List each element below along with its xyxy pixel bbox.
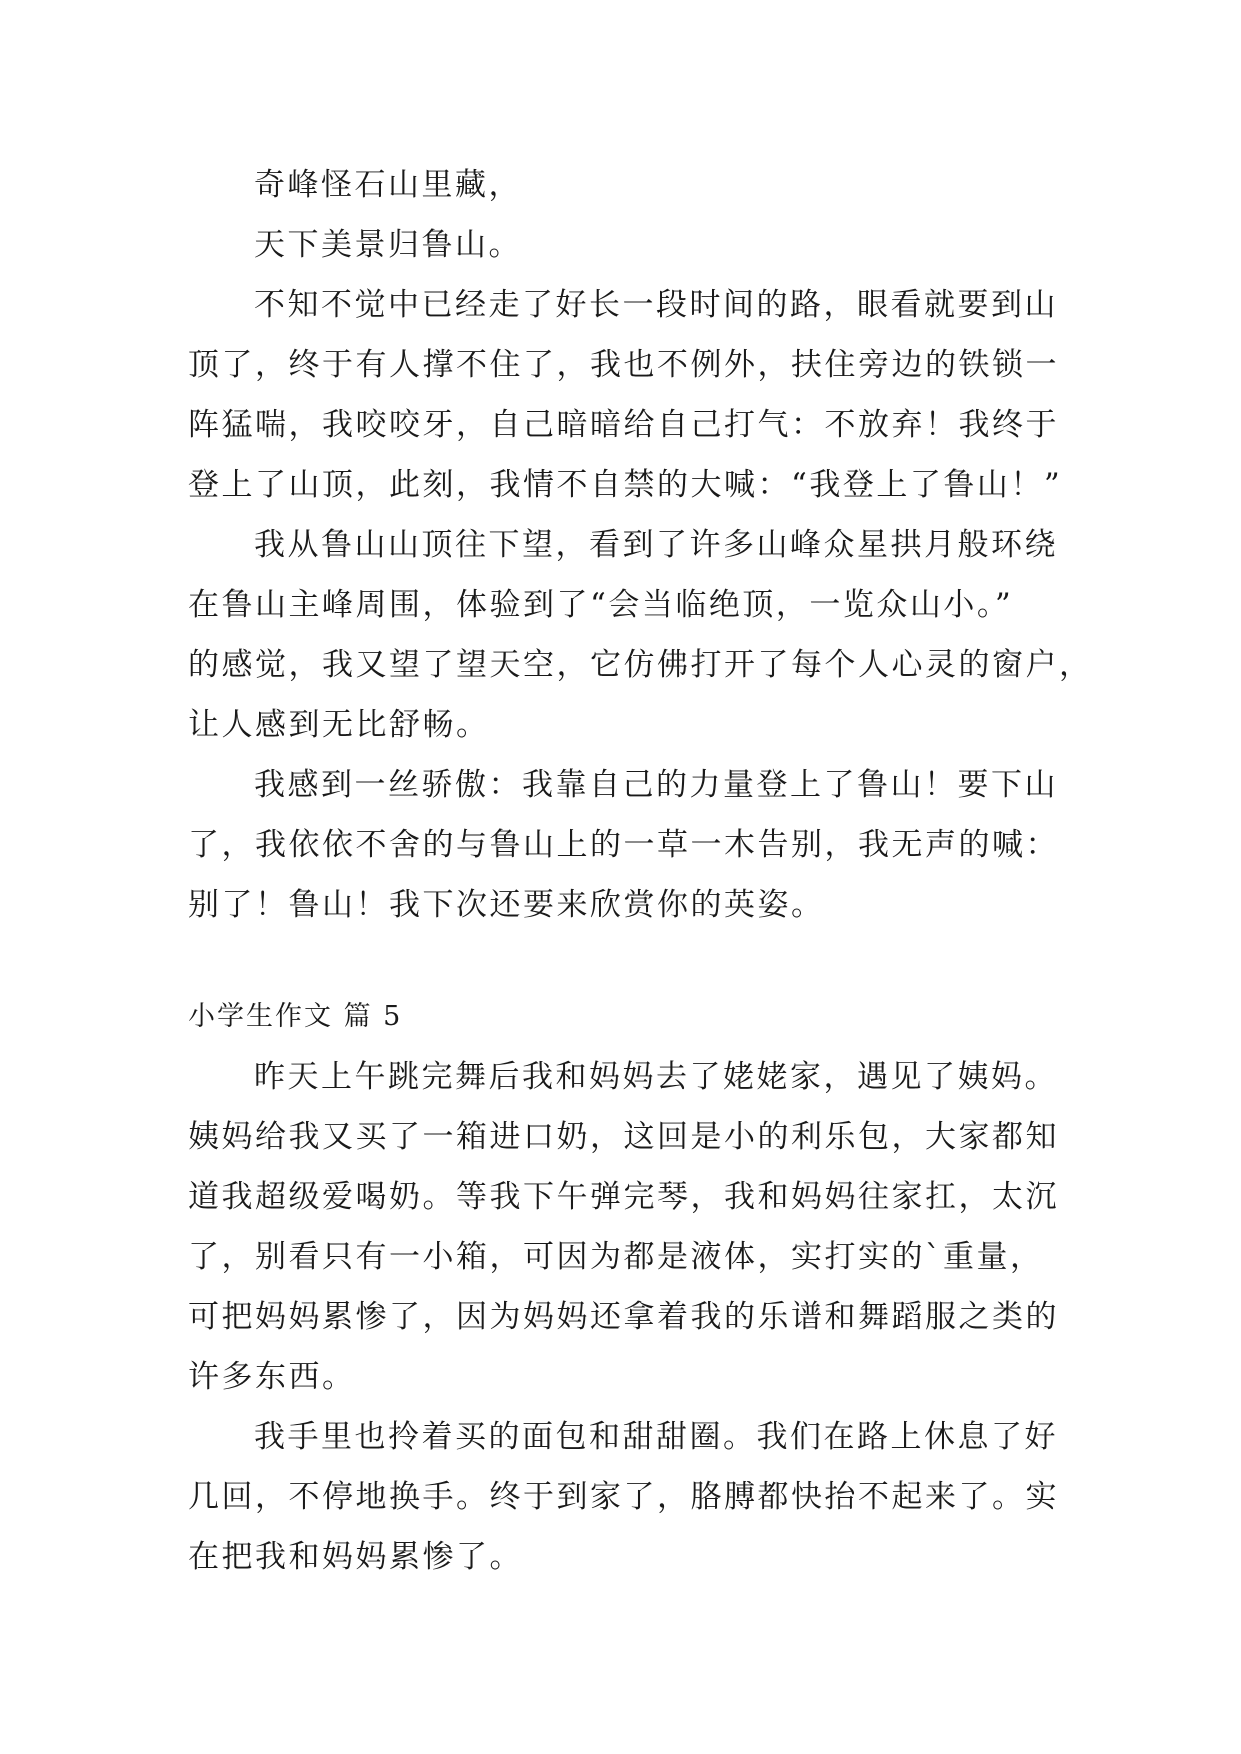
paragraph-line: 了，别看只有一小箱，可因为都是液体，实打实的`重量， <box>188 1239 1044 1275</box>
paragraph-line: 在鲁山主峰周围，体验到了“会当临绝顶，一览众山小。” <box>188 587 1014 623</box>
paragraph-line: 几回，不停地换手。终于到家了，胳膊都快抬不起来了。实 <box>188 1479 1059 1515</box>
poem-line: 奇峰怪石山里藏， <box>254 167 522 203</box>
paragraph-line: 我手里也拎着买的面包和甜甜圈。我们在路上休息了好 <box>254 1419 1058 1455</box>
paragraph-line: 我感到一丝骄傲：我靠自己的力量登上了鲁山！要下山 <box>254 767 1058 803</box>
paragraph-line: 不知不觉中已经走了好长一段时间的路，眼看就要到山 <box>254 287 1058 323</box>
paragraph-line: 在把我和妈妈累惨了。 <box>188 1539 523 1575</box>
paragraph-line: 顶了，终于有人撑不住了，我也不例外，扶住旁边的铁锁一 <box>188 347 1059 383</box>
poem-line: 天下美景归鲁山。 <box>254 227 522 263</box>
paragraph-line: 别了！鲁山！我下次还要来欣赏你的英姿。 <box>188 887 825 923</box>
document-body <box>188 155 1093 1587</box>
paragraph-line: 了，我依依不舍的与鲁山上的一草一木告别，我无声的喊： <box>188 827 1059 863</box>
paragraph-line: 姨妈给我又买了一箱进口奶，这回是小的利乐包，大家都知 <box>188 1119 1059 1155</box>
paragraph-line: 可把妈妈累惨了，因为妈妈还拿着我的乐谱和舞蹈服之类的 <box>188 1299 1059 1335</box>
paragraph-line: 许多东西。 <box>188 1359 356 1395</box>
paragraph-line: 道我超级爱喝奶。等我下午弹完琴，我和妈妈往家扛，太沉 <box>188 1179 1059 1215</box>
paragraph-line: 昨天上午跳完舞后我和妈妈去了姥姥家，遇见了姨妈。 <box>254 1059 1058 1095</box>
paragraph-line: 登上了山顶，此刻，我情不自禁的大喊：“我登上了鲁山！” <box>188 467 1063 503</box>
paragraph-line: 阵猛喘，我咬咬牙，自己暗暗给自己打气：不放弃！我终于 <box>188 407 1059 443</box>
paragraph-line: 的感觉，我又望了望天空，它仿佛打开了每个人心灵的窗户， <box>188 647 1093 683</box>
paragraph-line: 我从鲁山山顶往下望，看到了许多山峰众星拱月般环绕 <box>254 527 1058 563</box>
section-heading: 小学生作文 篇 5 <box>188 1001 403 1032</box>
paragraph-line: 让人感到无比舒畅。 <box>188 707 490 743</box>
